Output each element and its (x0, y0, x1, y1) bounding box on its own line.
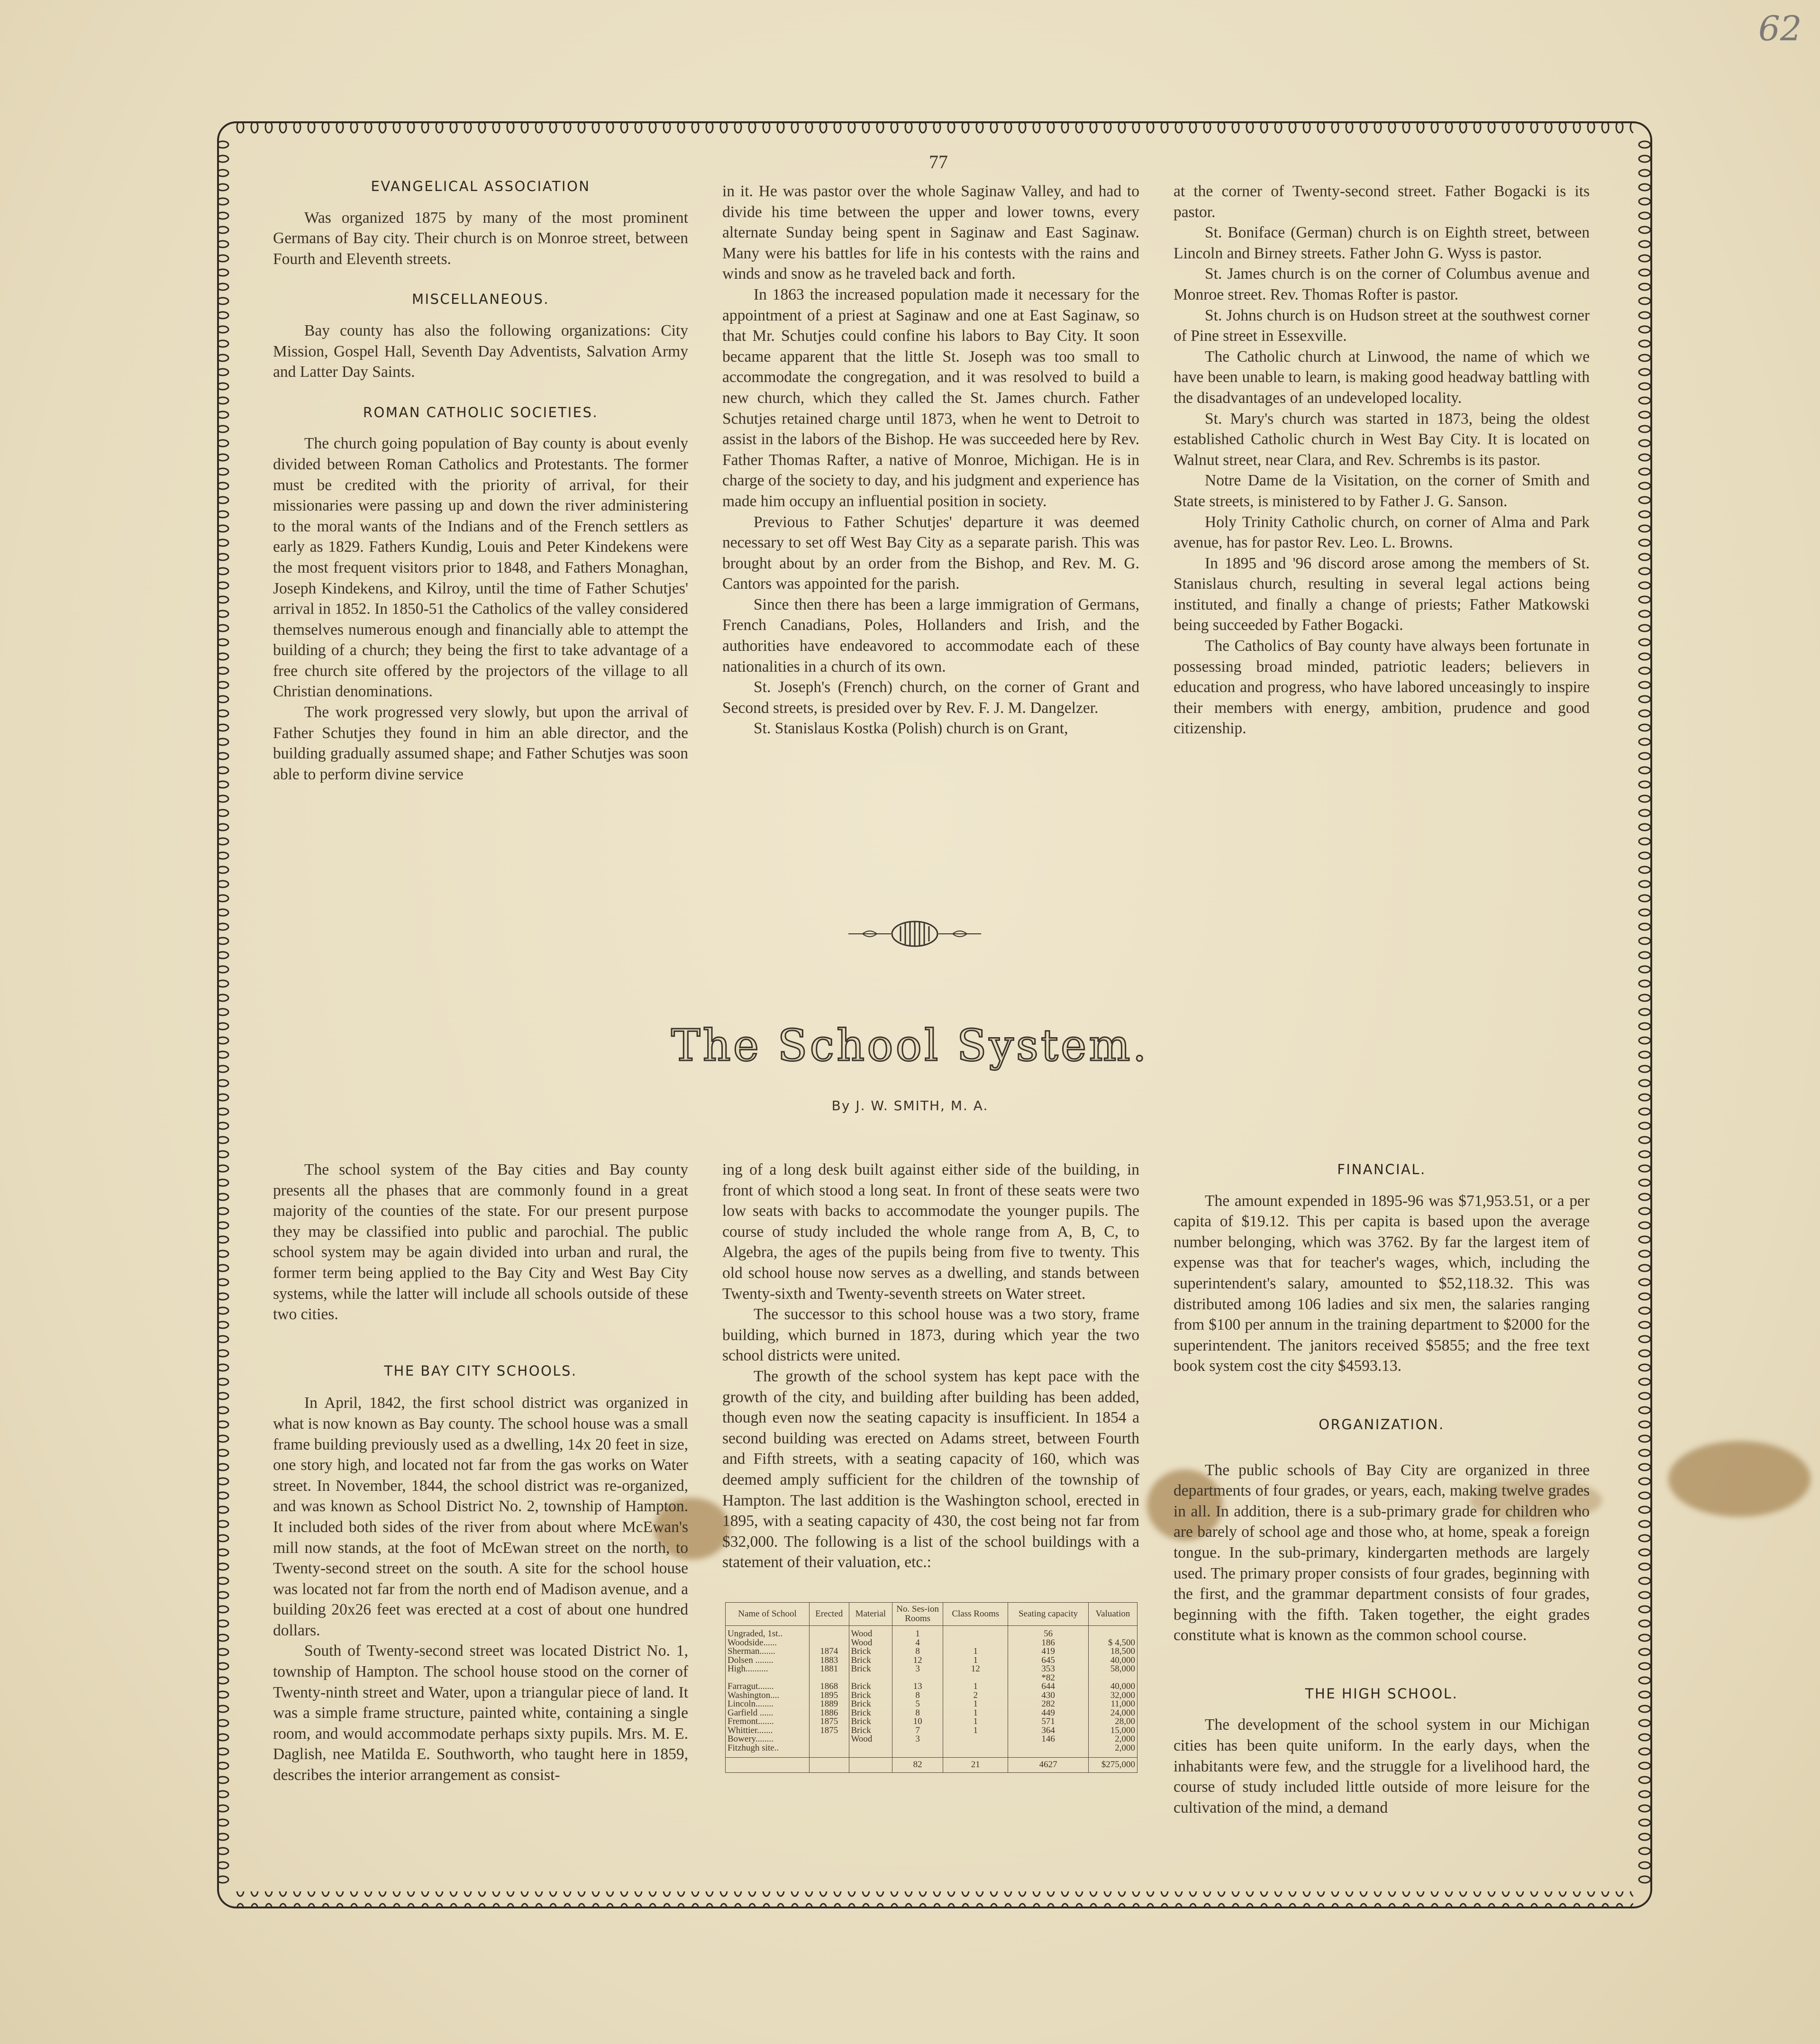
bottom-column-3 (1174, 1159, 1590, 1818)
table-cell: 1 (943, 1717, 1008, 1726)
evangelical-heading: EVANGELICAL ASSOCIATION (371, 178, 591, 194)
table-cell: Brick (849, 1647, 892, 1656)
school-buildings-table (725, 1602, 1138, 1773)
bottom-column-1 (273, 1159, 688, 1786)
table-cell: 11,000 (1088, 1700, 1137, 1709)
table-cell: 40,000 (1088, 1656, 1137, 1665)
paragraph: In 1895 and '96 discord arose among the members of St. Stanislaus church, resulting in several legal actions being instituted, and finally a change of priests; Father Matkowski being succeeded by Father Bogacki. (1174, 554, 1590, 634)
intro-paragraph: The school system of the Bay cities and Bay county presents all the phases that are commonly found in a great majority of the counties of the state. For our present purpose they may be classified into public and parochial. The public school system may be again divided into urban and rural, the former term being applied to the Bay City and West Bay City systems, while the latter will include all schools outside of these two cities. (273, 1161, 688, 1323)
paragraph: South of Twenty-second street was located District No. 1, township of Hampton. The school house stood on the corner of Twenty-ninth street and Water, upon a triangular piece of land. It was a simple frame structure, painted white, containing a single room, and would accommodate perhaps sixty pupils. Mrs. M. E. Daglish, nee Matilda E. Southworth, who taught here in 1859, describes the interior arrangement as consist- (273, 1642, 688, 1784)
paragraph: St. Stanislaus Kostka (Polish) church is on Grant, (754, 720, 1068, 738)
table-cell: Wood (849, 1626, 892, 1639)
table-cell: 146 (1008, 1735, 1089, 1744)
table-cell: Wood (849, 1639, 892, 1648)
table-cell: 1 (943, 1656, 1008, 1665)
table-cell: 5 (892, 1700, 943, 1709)
table-cell: 1 (943, 1682, 1008, 1691)
top-column-3 (1174, 181, 1590, 739)
table-cell: 7 (892, 1726, 943, 1735)
table-cell: 8 (892, 1647, 943, 1656)
divider-ornament (844, 915, 986, 953)
table-row (726, 1744, 1138, 1758)
table-cell: 2,000 (1088, 1735, 1137, 1744)
table-cell: 3 (892, 1735, 943, 1744)
table-cell: 13 (892, 1682, 943, 1691)
table-cell: Brick (849, 1682, 892, 1691)
table-row (726, 1626, 1138, 1639)
table-cell: 430 (1008, 1691, 1089, 1700)
table-cell: 1875 (810, 1717, 849, 1726)
table-cell: Brick (849, 1709, 892, 1718)
table-cell: 1895 (810, 1691, 849, 1700)
table-cell: 353 (1008, 1665, 1089, 1674)
table-cell: 12 (943, 1665, 1008, 1674)
table-total-cell: 21 (943, 1758, 1008, 1773)
roman-catholic-heading: ROMAN CATHOLIC SOCIETIES. (363, 404, 599, 420)
table-cell: 28,00 (1088, 1717, 1137, 1726)
table-header: Valuation (1088, 1603, 1137, 1626)
table-cell: 32,000 (1088, 1691, 1137, 1700)
table-cell: $ 4,500 (1088, 1639, 1137, 1648)
bay-city-schools-heading: THE BAY CITY SCHOOLS. (384, 1362, 577, 1379)
table-row (726, 1656, 1138, 1665)
table-total-cell: $275,000 (1088, 1758, 1137, 1773)
table-cell: Bowery........ (726, 1735, 810, 1744)
table-cell: Sherman....... (726, 1647, 810, 1656)
table-cell: Fitzhugh site.. (726, 1744, 810, 1758)
table-row (726, 1665, 1138, 1674)
top-column-2 (722, 181, 1139, 739)
table-cell: Brick (849, 1717, 892, 1726)
table-cell: 15,000 (1088, 1726, 1137, 1735)
table-cell (892, 1744, 943, 1758)
table-cell: Whittier....... (726, 1726, 810, 1735)
paragraph: St. Boniface (German) church is on Eighth street, between Lincoln and Birney streets. Father John G. Wyss is pastor. (1174, 224, 1590, 262)
table-row (726, 1709, 1138, 1718)
table-cell: 2 (943, 1691, 1008, 1700)
table-cell: Dolsen ........ (726, 1656, 810, 1665)
table-total-cell (810, 1758, 849, 1773)
table-cell (1088, 1626, 1137, 1639)
paragraph: In April, 1842, the first school district was organized in what is now known as Bay county. The school house was a small frame building previously used as a dwelling, 14x 20 feet in size, one story high, and located not far from the gas works on Water street. In November, 1844, the school district was re-organized, and was known as School District No. 2, township of Hampton. It included both sides of the river from about where McEwan's mill now stands, at the foot of McEwan street on the north, to Twenty-second street on the south. A site for the school house was located not far from the north end of Madison avenue, and a building 20x26 feet was erected at a cost of about one hundred dollars. (273, 1394, 688, 1639)
table-header: Class Rooms (943, 1603, 1008, 1626)
table-total-cell: 82 (892, 1758, 943, 1773)
table-cell: 1 (943, 1647, 1008, 1656)
table-cell: 644 (1008, 1682, 1089, 1691)
financial-text: The amount expended in 1895-96 was $71,953.51, or a per capita of $19.12. This per capita is based upon the average number belonging, which was 3762. By far the largest item of expense was that for teacher's wages, which, including the superintendent's salary, amounted to $52,118.32. This was distributed among 106 ladies and six men, the salaries ranging from $100 per annum in the training department to $2000 for the superintendent. The janitors received $5855; and the free text book system cost the city $4593.13. (1174, 1192, 1590, 1375)
table-cell: 56 (1008, 1626, 1089, 1639)
paragraph: Holy Trinity Catholic church, on corner of Alma and Park avenue, has for pastor Rev. Leo. L. Browns. (1174, 513, 1590, 552)
table-cell: Wood (849, 1735, 892, 1744)
pencil-mark: 62 (1758, 9, 1802, 48)
misc-heading: MISCELLANEOUS. (411, 291, 550, 308)
page-number: 77 (929, 151, 948, 173)
paragraph: ing of a long desk built against either side of the building, in front of which stood a long seat. In front of these seats were two low seats with backs to accommodate the younger pupils. The course of study included the whole range from A, B, C, to Algebra, the ages of the pupils being from five to twenty. This old school house now serves as a dwelling, and stands between Twenty-sixth and Twenty-seventh streets on Water street. (722, 1161, 1139, 1303)
paragraph: The growth of the school system has kept pace with the growth of the city, and building after building has been added, though even now the seating capacity is insufficient. In 1854 a second building was erected on Adams street, between Fourth and Fifth streets, with a seating capacity of 160, which was deemed amply sufficient for the children of the township of Hampton. The last addition is the Washington school, erected in 1895, with a seating capacity of 430, the cost being not far from $32,000. The following is a list of the school buildings with a statement of their valuation, etc.: (722, 1367, 1139, 1571)
table-cell: Woodside...... (726, 1639, 810, 1648)
table-row (726, 1647, 1138, 1656)
roman-catholic-p1: The church going population of Bay county is about evenly divided between Roman Catholics and Protestants. The former must be credited with the priority of arrival, for their missionaries were passing up and down the river administering to the moral wants of the Indians and of the French settlers as early as 1829. Fathers Kundig, Louis and Peter Kindekens were the most frequent visitors prior to 1848, and Fathers Monaghan, Joseph Kindekens, and Kilroy, until the time of Father Schutjes' arrival in 1852. In 1850-51 the Catholics of the valley considered themselves numerous enough and financially able to attempt the building of a church; they being the first to take advantage of a free church site offered by the projectors of the village to all Christian denominations. (273, 435, 688, 701)
misc-text: Bay county has also the following organizations: City Mission, Gospel Hall, Seventh Day Adventists, Salvation Army and Latter Day Saints. (273, 321, 688, 381)
table-cell: 364 (1008, 1726, 1089, 1735)
table-row (726, 1735, 1138, 1744)
high-school-heading: THE HIGH SCHOOL. (1305, 1685, 1458, 1702)
roman-catholic-p2: The work progressed very slowly, but upon the arrival of Father Schutjes they found in him an able director, and the building gradually assumed shape; and Father Schutjes was soon able to perform divine service (273, 703, 688, 783)
table-cell: 3 (892, 1665, 943, 1674)
table-cell: Brick (849, 1656, 892, 1665)
table-cell: 1881 (810, 1665, 849, 1674)
table-header: Name of School (726, 1603, 810, 1626)
table-header-row (726, 1603, 1138, 1626)
table-cell: 1875 (810, 1726, 849, 1735)
table-row (726, 1674, 1138, 1683)
table-cell: 10 (892, 1717, 943, 1726)
table-cell: *82 (1008, 1674, 1089, 1683)
table-cell: 4 (892, 1639, 943, 1648)
table-cell (810, 1735, 849, 1744)
table-cell: 12 (892, 1656, 943, 1665)
table-cell: 1868 (810, 1682, 849, 1691)
table-cell: 1886 (810, 1709, 849, 1718)
paragraph: The successor to this school house was a two story, frame building, which burned in 1873, during which year the two school districts were united. (722, 1305, 1139, 1365)
table-cell (1008, 1744, 1089, 1758)
table-cell: 645 (1008, 1656, 1089, 1665)
paragraph: Previous to Father Schutjes' departure it was deemed necessary to set off West Bay City as a separate parish. This was brought about by an order from the Bishop, and Rev. M. G. Cantors was appointed for the parish. (722, 513, 1139, 593)
table-cell: 8 (892, 1709, 943, 1718)
table-row (726, 1682, 1138, 1691)
paragraph: St. Mary's church was started in 1873, being the oldest established Catholic church in West Bay City. It is located on Walnut street, near Clara, and Rev. Schrembs is its pastor. (1174, 410, 1590, 469)
table-cell: 24,000 (1088, 1709, 1137, 1718)
paragraph: Since then there has been a large immigration of Germans, French Canadians, Poles, Hollanders and Irish, and the authorities have endeavored to accommodate each of these nationalities in a church of its own. (722, 595, 1139, 675)
table-cell: 8 (892, 1691, 943, 1700)
table-cell: Fremont....... (726, 1717, 810, 1726)
table-cell: 58,000 (1088, 1665, 1137, 1674)
paragraph: Notre Dame de la Visitation, on the corner of Smith and State streets, is ministered to by Father J. G. Sanson. (1174, 472, 1590, 510)
table-header: Seating capacity (1008, 1603, 1089, 1626)
table-cell: Farragut....... (726, 1682, 810, 1691)
table-cell: Brick (849, 1691, 892, 1700)
table-cell (849, 1744, 892, 1758)
table-cell: Brick (849, 1700, 892, 1709)
table-cell: 186 (1008, 1639, 1089, 1648)
paragraph: The Catholics of Bay county have always been fortunate in possessing broad minded, patriotic leaders; believers in education and progress, who have labored unceasingly to inspire their members with energy, ambition, prudence and good citizenship. (1174, 637, 1590, 738)
paragraph: in it. He was pastor over the whole Saginaw Valley, and had to divide his time between the upper and lower towns, every alternate Sunday being spent in Saginaw and East Saginaw. Many were his battles for life in his contests with the rains and winds and snow as he traveled back and forth. (722, 182, 1139, 283)
table-cell: 282 (1008, 1700, 1089, 1709)
section-title: The School System. (671, 1020, 1149, 1071)
table-cell (943, 1626, 1008, 1639)
paragraph: St. Joseph's (French) church, on the corner of Grant and Second streets, is presided over by Rev. F. J. M. Dangelzer. (722, 678, 1139, 717)
table-cell (943, 1735, 1008, 1744)
table-cell: 1883 (810, 1656, 849, 1665)
table-header: Erected (810, 1603, 849, 1626)
table-cell (810, 1626, 849, 1639)
paragraph: The Catholic church at Linwood, the name of which we have been unable to learn, is making good headway battling with the disadvantages of an undeveloped locality. (1174, 347, 1590, 407)
table-cell: 1874 (810, 1647, 849, 1656)
paragraph: In 1863 the increased population made it necessary for the appointment of a priest at Saginaw and one at East Saginaw, so that Mr. Schutjes could confine his labors to Bay City. It soon became apparent that the little St. Joseph was too small to accommodate the congregation, and it was resolved to build a new church, which they called the St. James church. Father Schutjes retained charge until 1873, when he went to Detroit to assist in the labors of the Bishop. He was succeeded here by Rev. Father Thomas Rafter, a native of Monroe, Michigan. He is in charge of the society to day, and his judgment and experience has made him occupy an influential position in society. (722, 285, 1139, 510)
high-school-text: The development of the school system in our Michigan cities has been quite uniform. In the early days, when the inhabitants were few, and the struggle for a livelihood hard, the course of study included little outside of more leisure for the cultivation of the mind, a demand (1174, 1716, 1590, 1816)
table-cell: 449 (1008, 1709, 1089, 1718)
table-cell: 1 (943, 1709, 1008, 1718)
table-cell: 1 (943, 1726, 1008, 1735)
table-cell: Brick (849, 1726, 892, 1735)
paragraph: St. James church is on the corner of Columbus avenue and Monroe street. Rev. Thomas Rofter is pastor. (1174, 265, 1590, 303)
table-cell: Garfield ...... (726, 1709, 810, 1718)
table-total-cell (849, 1758, 892, 1773)
evangelical-text: Was organized 1875 by many of the most prominent Germans of Bay city. Their church is on Monroe street, between Fourth and Eleventh streets. (273, 209, 688, 268)
table-cell: Lincoln........ (726, 1700, 810, 1709)
table-cell: Washington.... (726, 1691, 810, 1700)
table-cell: High.......... (726, 1665, 810, 1674)
water-stain (1668, 1441, 1811, 1517)
bottom-column-2 (722, 1159, 1139, 1573)
organization-text: The public schools of Bay City are organized in three departments of four grades, or years, each, making twelve grades in all. In addition, there is a sub-primary grade for children who are barely of school age and those who, at home, speak a foreign tongue. In the sub-primary, kindergarten methods are largely used. The primary proper consists of four grades, beginning with the first, and the grammar department consists of four grades, beginning with the fifth. Taken together, the eight grades constitute what is known as the common school course. (1174, 1461, 1590, 1644)
top-column-1 (273, 176, 688, 785)
byline: By J. W. SMITH, M. A. (831, 1098, 989, 1113)
table-row (726, 1726, 1138, 1735)
table-header: No. Ses-ion Rooms (892, 1603, 943, 1626)
table-cell (810, 1744, 849, 1758)
table-cell: 1 (892, 1626, 943, 1639)
table-cell: Ungraded, 1st.. (726, 1626, 810, 1639)
table-cell: 571 (1008, 1717, 1089, 1726)
paragraph: at the corner of Twenty-second street. Father Bogacki is its pastor. (1174, 182, 1590, 221)
financial-heading: FINANCIAL. (1337, 1161, 1426, 1177)
table-row (726, 1691, 1138, 1700)
table-cell: 18,500 (1088, 1647, 1137, 1656)
table-cell (943, 1744, 1008, 1758)
table-cell: 2,000 (1088, 1744, 1137, 1758)
table-cell: 419 (1008, 1647, 1089, 1656)
table-header: Material (849, 1603, 892, 1626)
table-total-cell (726, 1758, 810, 1773)
table-row (726, 1717, 1138, 1726)
table-row (726, 1700, 1138, 1709)
table-row (726, 1639, 1138, 1648)
table-total-cell: 4627 (1008, 1758, 1089, 1773)
table-cell: 40,000 (1088, 1682, 1137, 1691)
table-totals-row (726, 1758, 1138, 1773)
table-cell: 1889 (810, 1700, 849, 1709)
table-cell: Brick (849, 1665, 892, 1674)
table-cell: 1 (943, 1700, 1008, 1709)
organization-heading: ORGANIZATION. (1319, 1416, 1445, 1433)
paragraph: St. Johns church is on Hudson street at the southwest corner of Pine street in Essexville. (1174, 306, 1590, 345)
